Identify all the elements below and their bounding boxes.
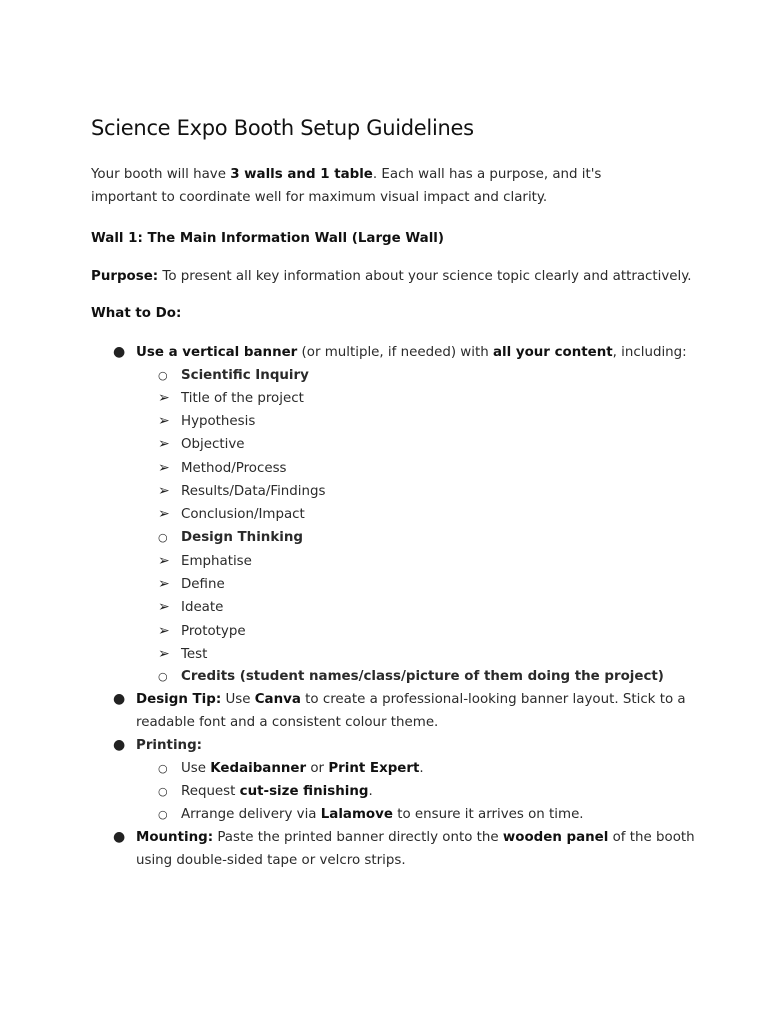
list-item-step: Hypothesis [181, 414, 256, 429]
design-tip-line-2: readable font and a consistent colour theme. [136, 715, 439, 730]
list-item-step: Prototype [181, 624, 246, 639]
arrow-marker: ➢ [158, 623, 170, 639]
list-item-design-tip [136, 688, 686, 711]
intro-text-rest: . Each wall has a purpose, and it's important to coordinate well for maximum visual impact and clarity. [91, 167, 602, 205]
printing-request-text: Request [181, 784, 240, 799]
list-item-step: Conclusion/Impact [181, 507, 305, 522]
printing-arrange-text: Arrange delivery via [181, 807, 321, 822]
list-item-printing-request [181, 780, 373, 803]
bullet-marker: ● [113, 691, 126, 707]
list-item-scientific-inquiry: Scientific Inquiry [181, 368, 309, 383]
printing-print-expert: Print Expert [328, 761, 420, 776]
intro-bold: 3 walls and 1 table [230, 167, 373, 182]
banner-text-2: , including: [612, 345, 687, 360]
mounting-wooden-panel: wooden panel [502, 830, 609, 845]
printing-or-text: or [306, 761, 329, 776]
wall1-heading: Wall 1: The Main Information Wall (Large Wall) [91, 231, 445, 246]
list-item-step: Method/Process [181, 461, 287, 476]
bullet-marker: ● [113, 829, 126, 845]
arrow-marker: ➢ [158, 646, 170, 662]
circle-marker: ○ [158, 808, 168, 821]
list-item-banner [136, 341, 687, 364]
arrow-marker: ➢ [158, 483, 170, 499]
arrow-marker: ➢ [158, 553, 170, 569]
list-item-step: Emphatise [181, 554, 252, 569]
mounting-text: Paste the printed banner directly onto the [213, 830, 503, 845]
arrow-marker: ➢ [158, 599, 170, 615]
banner-bold: Use a vertical banner [136, 345, 298, 360]
printing-cut-size: cut-size finishing [239, 784, 369, 799]
mounting-text-2: of the booth [608, 830, 695, 845]
list-item-step: Title of the project [181, 391, 304, 406]
list-item-mounting [136, 826, 695, 849]
purpose-text: To present all key information about your science topic clearly and attractively. [158, 269, 692, 284]
circle-marker: ○ [158, 670, 168, 683]
design-tip-text-2: to create a professional-looking banner layout. Stick to a [300, 692, 686, 707]
mounting-label: Mounting: [136, 830, 214, 845]
circle-marker: ○ [158, 785, 168, 798]
list-item-step: Define [181, 577, 225, 592]
printing-period: . [419, 761, 424, 776]
arrow-marker: ➢ [158, 413, 170, 429]
printing-arrange-text-2: to ensure it arrives on time. [392, 807, 584, 822]
circle-marker: ○ [158, 369, 168, 382]
mounting-line-2: using double-sided tape or velcro strips. [136, 853, 406, 868]
purpose-paragraph [91, 265, 692, 288]
list-item-printing-use [181, 757, 424, 780]
circle-marker: ○ [158, 531, 168, 544]
list-item-step: Objective [181, 437, 245, 452]
arrow-marker: ➢ [158, 576, 170, 592]
intro-text: Your booth will have [91, 167, 231, 182]
printing-request-period: . [368, 784, 373, 799]
circle-marker: ○ [158, 762, 168, 775]
arrow-marker: ➢ [158, 390, 170, 406]
list-item-printing: Printing: [136, 738, 203, 753]
design-tip-label: Design Tip: [136, 692, 222, 707]
intro-paragraph [91, 163, 651, 209]
printing-kedaibanner: Kedaibanner [210, 761, 307, 776]
bullet-marker: ● [113, 344, 126, 360]
arrow-marker: ➢ [158, 436, 170, 452]
list-item-printing-arrange [181, 803, 584, 826]
purpose-label: Purpose: [91, 269, 159, 284]
arrow-marker: ➢ [158, 506, 170, 522]
printing-use-text: Use [181, 761, 211, 776]
arrow-marker: ➢ [158, 460, 170, 476]
list-item-step: Results/Data/Findings [181, 484, 326, 499]
list-item-step: Ideate [181, 600, 224, 615]
list-item-credits: Credits (student names/class/picture of them doing the project) [181, 669, 664, 684]
banner-text: (or multiple, if needed) with [297, 345, 493, 360]
bullet-marker: ● [113, 737, 126, 753]
list-item-step: Test [181, 647, 208, 662]
printing-lalamove: Lalamove [320, 807, 393, 822]
banner-bold-2: all your content [492, 345, 613, 360]
what-to-do-heading: What to Do: [91, 306, 182, 321]
design-tip-text: Use [221, 692, 255, 707]
design-tip-canva: Canva [254, 692, 301, 707]
page-title: Science Expo Booth Setup Guidelines [91, 116, 474, 140]
list-item-design-thinking: Design Thinking [181, 530, 303, 545]
